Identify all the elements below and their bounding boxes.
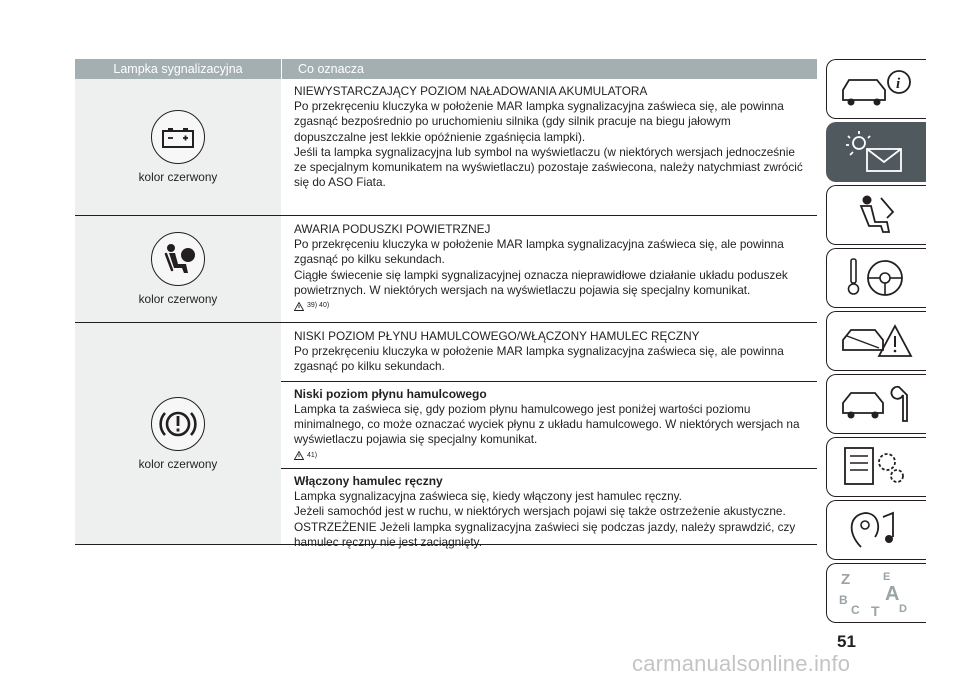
description-cell <box>281 216 817 322</box>
tab-maintenance[interactable] <box>826 374 926 434</box>
multimedia-icon <box>837 507 917 553</box>
header-meaning: Co oznacza <box>281 59 817 79</box>
svg-text:B: B <box>838 593 848 607</box>
tab-starting-driving[interactable] <box>826 248 926 308</box>
warning-reference <box>294 299 803 313</box>
lamp-cell <box>75 216 281 322</box>
brake-warning-icon <box>151 397 205 451</box>
warning-triangle-icon <box>294 451 304 460</box>
svg-text:T: T <box>870 603 880 616</box>
svg-text:D: D <box>898 603 907 615</box>
row-title: NIEWYSTARCZAJĄCY POZIOM NAŁADOWANIA AKUMULATORA <box>294 84 648 98</box>
svg-text:Z: Z <box>840 571 850 588</box>
row-paragraph: Po przekręceniu kluczyka w położenie MAR lampka sygnalizacyjna zaświeca się, ale powinna zgasnąć po kilku sekundach. <box>294 344 784 374</box>
header-warning-light: Lampka sygnalizacyjna <box>113 62 243 76</box>
lamp-colour: kolor czerwony <box>138 456 218 471</box>
car-info-icon <box>837 66 917 112</box>
warning-light-message-icon <box>837 129 917 175</box>
description-cell <box>281 323 817 549</box>
subsection-paragraph: OSTRZEŻENIE Jeżeli lampka sygnalizacyjna zaświeci się podczas jazdy, należy sprawdzić, czy hamulec ręczny nie jest zaciągnięty. <box>294 519 796 549</box>
lamp-colour: kolor czerwony <box>138 292 218 306</box>
row-paragraph: Po przekręceniu kluczyka w położenie MAR lampka sygnalizacyjna zaświeca się, ale powinna zgasnąć po kilku sekundach. <box>294 237 784 267</box>
tab-safety[interactable] <box>826 185 926 245</box>
tab-multimedia[interactable] <box>826 500 926 560</box>
subsection-paragraph: Lampka sygnalizacyjna zaświeca się, kiedy włączony jest hamulec ręczny. <box>294 489 682 504</box>
svg-text:E: E <box>882 571 890 583</box>
svg-text:A: A <box>884 583 899 605</box>
warning-lights-table <box>75 59 817 549</box>
svg-text:C: C <box>850 603 860 616</box>
warning-reference <box>294 448 803 462</box>
tab-technical-data[interactable] <box>826 437 926 497</box>
table-header <box>75 59 817 79</box>
table-row <box>75 216 817 323</box>
warning-triangle-icon <box>294 302 304 311</box>
table-row <box>75 79 817 216</box>
car-emergency-icon <box>837 318 917 364</box>
tab-warning-lights[interactable] <box>826 122 926 182</box>
page-number: 51 <box>837 632 856 651</box>
tab-car-info[interactable] <box>826 59 926 119</box>
warning-refs: 41) <box>307 451 318 459</box>
row-title: AWARIA PODUSZKI POWIETRZNEJ <box>294 222 491 236</box>
car-maintenance-icon <box>837 381 917 427</box>
tab-index[interactable] <box>826 563 926 623</box>
airbag-icon <box>151 232 205 286</box>
warning-refs: 39) 40) <box>307 302 330 310</box>
lamp-cell <box>75 79 281 215</box>
steering-wheel-key-icon <box>837 255 917 301</box>
subsection-handbrake <box>281 468 817 550</box>
subsection-heading: Włączony hamulec ręczny <box>294 474 443 489</box>
svg-text:i: i <box>895 76 900 92</box>
alphabetical-index-icon <box>837 570 917 616</box>
technical-data-icon <box>837 444 917 490</box>
battery-icon <box>151 110 205 164</box>
subsection-paragraph: Jeżeli samochód jest w ruchu, w niektórych wersjach pojawi się także ostrzeżenie akustyczne. <box>294 504 786 519</box>
seat-safety-icon <box>837 192 917 238</box>
subsection-low-brake-fluid <box>281 381 817 463</box>
description-cell <box>281 79 817 215</box>
watermark: carmanualsonline.info <box>632 651 851 676</box>
lamp-cell <box>75 323 281 544</box>
subsection-paragraph: Lampka ta zaświeca się, gdy poziom płynu hamulcowego jest poniżej wartości poziomu minimalnego, co może oznaczać wyciek płynu z układu hamulcowego. W niektórych wersjach na wyświetlaczu pojawia się specjalny komunikat. <box>294 401 800 447</box>
tab-emergency[interactable] <box>826 311 926 371</box>
row-paragraph: Ciągłe świecenie się lampki sygnalizacyjnej oznacza nieprawidłowe działanie układu poduszek powietrznych. W niektórych wersjach na wyświetlaczu pojawia się specjalny komunikat. <box>294 267 788 297</box>
row-title: NISKI POZIOM PŁYNU HAMULCOWEGO/WŁĄCZONY HAMULEC RĘCZNY <box>294 329 700 343</box>
subsection-heading: Niski poziom płynu hamulcowego <box>294 386 487 401</box>
row-paragraph: Po przekręceniu kluczyka w położenie MAR lampka sygnalizacyjna zaświeca się, ale powinna zgasnąć bezpośrednio po uruchomieniu silnika (gdy silnik pracuje na biegu jałowym dopuszczalne jest lekkie opóźnienie zgaśnięcia lampki). <box>294 99 784 144</box>
table-row <box>75 323 817 549</box>
row-paragraph: Jeśli ta lampka sygnalizacyjna lub symbol na wyświetlaczu (w niektórych wersjach jednocześnie ze specjalnym komunikatem na wyświetlaczu) pozostaje zaświecona, należy natychmiast zwrócić się do ASO Fiata. <box>294 144 803 190</box>
lamp-colour: kolor czerwony <box>138 170 218 184</box>
